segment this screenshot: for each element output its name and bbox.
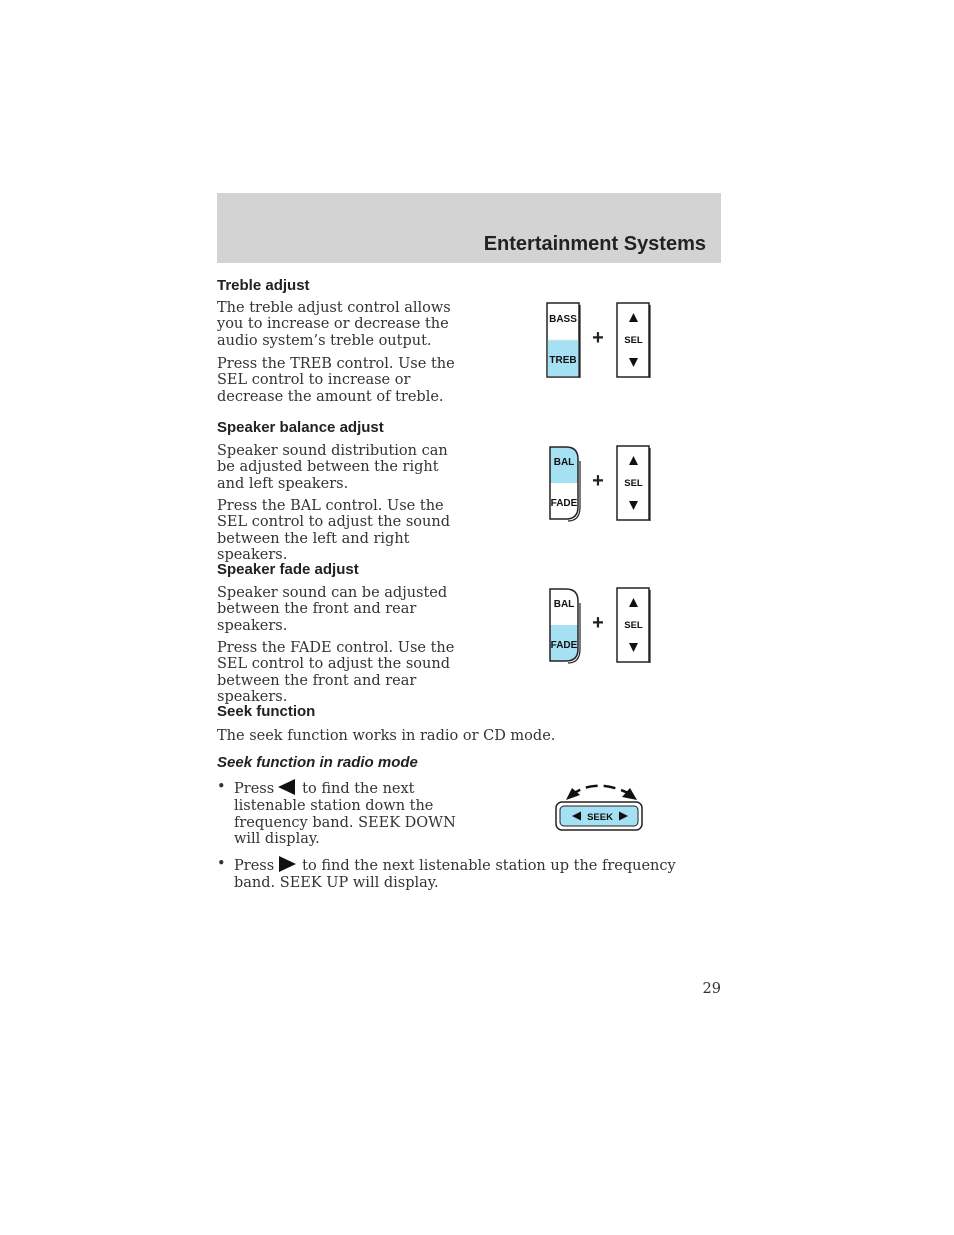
treble-paragraph-1: The treble adjust control allows you to increase or decrease the audio system’s treble output. — [217, 300, 451, 349]
treble-paragraph-2: Press the TREB control. Use the SEL control to increase or decrease the amount of treble. — [217, 356, 455, 405]
treb-label: TREB — [549, 355, 577, 366]
fade-paragraph-1: Speaker sound can be adjusted between the front and rear speakers. — [217, 585, 448, 634]
seek-down-text: to find the next listenable station down the frequency band. SEEK DOWN will display. — [234, 781, 456, 848]
bullet-text — [234, 856, 707, 892]
fade-label: FADE — [550, 498, 578, 509]
seek-heading: Seek function — [217, 703, 316, 720]
seek-button — [556, 802, 642, 830]
seek-radio-subheading: Seek function in radio mode — [217, 754, 418, 771]
sel-button — [617, 303, 650, 378]
balance-paragraph-2: Press the BAL control. Use the SEL control to adjust the sound between the left and right speakers. — [217, 498, 450, 563]
sel-button — [617, 588, 650, 663]
arc-arrow-right-icon — [622, 788, 637, 800]
seek-paragraph: The seek function works in radio or CD mode. — [217, 728, 556, 744]
bullet-dot: • — [217, 856, 226, 872]
plus-sign: + — [592, 327, 604, 349]
fade-control-diagram — [540, 583, 660, 667]
treble-heading: Treble adjust — [217, 277, 310, 294]
header-band — [217, 193, 721, 263]
fade-paragraph-2: Press the FADE control. Use the SEL control to adjust the sound between the front and rear speakers. — [217, 640, 455, 705]
seek-button-diagram — [550, 775, 650, 835]
press-word: Press — [234, 858, 275, 874]
balance-heading: Speaker balance adjust — [217, 419, 384, 436]
press-word: Press — [234, 781, 275, 797]
treble-control-diagram — [540, 298, 660, 382]
bal-label: BAL — [553, 457, 575, 468]
sel-label: SEL — [624, 335, 643, 346]
sel-button — [617, 446, 650, 521]
seek-down-bullet — [217, 779, 457, 849]
fade-heading: Speaker fade adjust — [217, 561, 359, 578]
right-triangle-icon — [278, 856, 296, 872]
bullet-dot: • — [217, 779, 226, 795]
bullet-text — [234, 779, 457, 848]
seek-up-text: to find the next listenable station up the frequency band. SEEK UP will display. — [234, 858, 676, 891]
bass-treb-button — [547, 303, 580, 378]
seek-label: SEEK — [587, 812, 613, 823]
left-triangle-icon — [278, 779, 296, 795]
header-title: Entertainment Systems — [483, 233, 706, 255]
plus-sign: + — [592, 612, 604, 634]
fade-label: FADE — [550, 640, 578, 651]
balance-paragraph-1: Speaker sound distribution can be adjusted between the right and left speakers. — [217, 443, 448, 492]
seek-up-bullet — [217, 856, 707, 892]
bal-label: BAL — [553, 599, 575, 610]
page-number: 29 — [702, 981, 721, 997]
plus-sign: + — [592, 470, 604, 492]
bal-fade-button — [550, 447, 580, 521]
sel-label: SEL — [624, 478, 643, 489]
sel-label: SEL — [624, 620, 643, 631]
bal-fade-button — [550, 589, 580, 663]
bass-label: BASS — [549, 314, 577, 325]
balance-control-diagram — [540, 441, 660, 525]
